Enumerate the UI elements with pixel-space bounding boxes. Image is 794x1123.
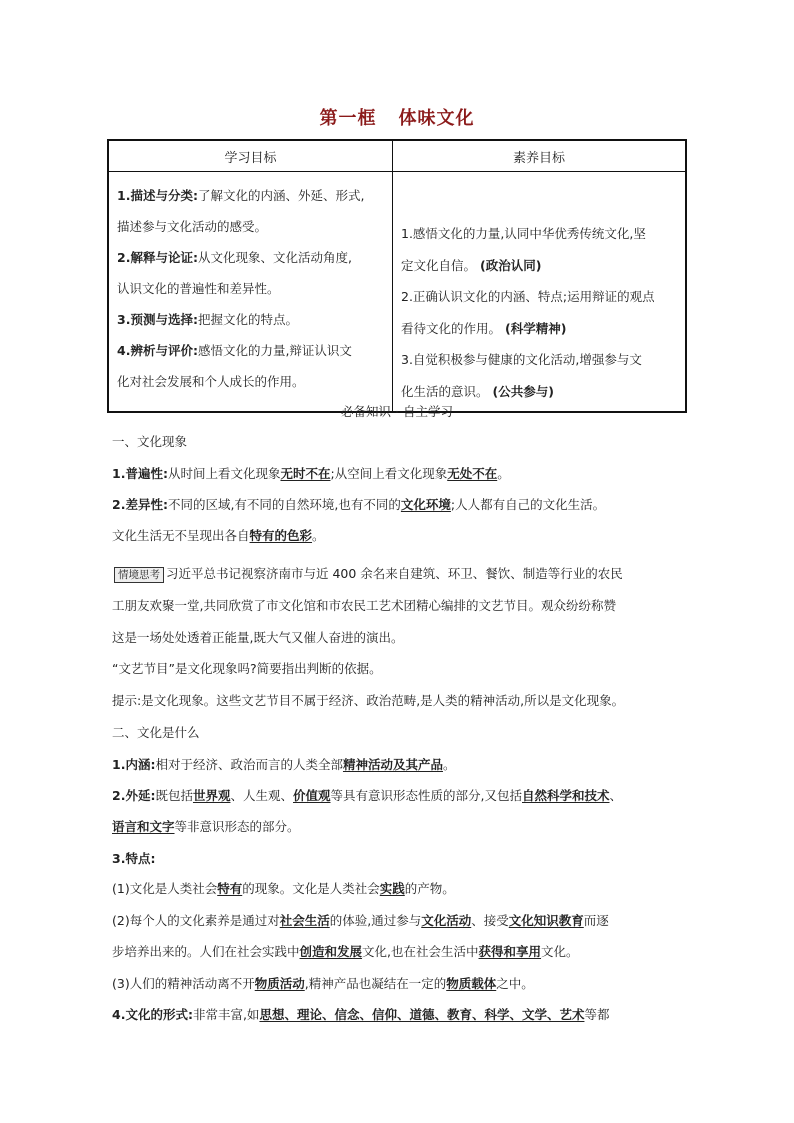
situation-badge: 情境思考 bbox=[114, 567, 164, 583]
objectives-table bbox=[107, 139, 687, 413]
title-part1: 第一框 bbox=[319, 108, 377, 129]
point-forms: 4.文化的形式:非常丰富,如思想、理论、信念、信仰、道德、教育、科学、文学、艺术等都 bbox=[112, 1007, 610, 1022]
title-part2: 体味文化 bbox=[398, 108, 475, 129]
feature-2: (2)每个人的文化素养是通过对社会生活的体验,通过参与文化活动、接受文化知识教育而逐 bbox=[112, 913, 609, 928]
learning-goal-2: 2.解释与论证:从文化现象、文化活动角度, 认识文化的普遍性和差异性。 bbox=[117, 250, 352, 296]
section-heading-2: 二、文化是什么 bbox=[112, 725, 200, 740]
literacy-goals-cell bbox=[393, 172, 687, 413]
literacy-goals-header: 素养目标 bbox=[393, 140, 687, 172]
learning-goal-4: 4.辨析与评价:感悟文化的力量,辩证认识文 化对社会发展和个人成长的作用。 bbox=[117, 343, 352, 389]
learning-goal-1: 1.描述与分类:了解文化的内涵、外延、形式, 描述参与文化活动的感受。 bbox=[117, 188, 365, 234]
case-paragraph-line3: 这是一场处处透着正能量,既大气又催人奋进的演出。 bbox=[112, 630, 404, 645]
feature-1: (1)文化是人类社会特有的现象。文化是人类社会实践的产物。 bbox=[112, 881, 455, 896]
feature-2-cont: 步培养出来的。人们在社会实践中创造和发展文化,也在社会生活中获得和享用文化。 bbox=[112, 944, 579, 959]
point-extension: 2.外延:既包括世界观、人生观、价值观等具有意识形态性质的部分,又包括自然科学和技术、 bbox=[112, 788, 623, 803]
case-paragraph-line1: 情境思考 习近平总书记视察济南市与近 400 余名来自建筑、环卫、餐饮、制造等行业的农民 bbox=[114, 564, 623, 583]
point-universality: 1.普遍性:从时间上看文化现象无时不在;从空间上看文化现象无处不在。 bbox=[112, 466, 510, 481]
learning-goals-header: 学习目标 bbox=[108, 140, 393, 172]
literacy-goal-2: 2.正确认识文化的内涵、特点;运用辩证的观点 看待文化的作用。 (科学精神) bbox=[401, 289, 655, 336]
point-features-heading: 3.特点: bbox=[112, 851, 156, 866]
page-title bbox=[0, 104, 794, 130]
point-extension-cont: 语言和文字等非意识形态的部分。 bbox=[112, 819, 300, 834]
learning-goals-cell bbox=[108, 172, 393, 413]
case-answer: 提示:是文化现象。这些文艺节目不属于经济、政治范畴,是人类的精神活动,所以是文化现象。 bbox=[112, 693, 625, 708]
point-diversity-cont: 文化生活无不呈现出各自特有的色彩。 bbox=[112, 528, 325, 543]
learning-goal-3: 3.预测与选择:把握文化的特点。 bbox=[117, 312, 298, 327]
point-diversity: 2.差异性:不同的区域,有不同的自然环境,也有不同的文化环境;人人都有自己的文化生活。 bbox=[112, 497, 606, 512]
case-question: “文艺节目”是文化现象吗?简要指出判断的依据。 bbox=[112, 661, 382, 676]
point-connotation: 1.内涵:相对于经济、政治而言的人类全部精神活动及其产品。 bbox=[112, 757, 456, 772]
literacy-goal-1: 1.感悟文化的力量,认同中华优秀传统文化,坚 定文化自信。 (政治认同) bbox=[401, 226, 646, 273]
case-paragraph-line2: 工朋友欢聚一堂,共同欣赏了市文化馆和市农民工艺术团精心编排的文艺节目。观众纷纷称赞 bbox=[112, 598, 616, 613]
feature-3: (3)人们的精神活动离不开物质活动,精神产品也凝结在一定的物质载体之中。 bbox=[112, 976, 534, 991]
literacy-goal-3: 3.自觉积极参与健康的文化活动,增强参与文 化生活的意识。 (公共参与) bbox=[401, 352, 642, 399]
section-subtitle: 必备知识 · 自主学习 bbox=[341, 404, 453, 419]
section-heading-1: 一、文化现象 bbox=[112, 434, 188, 449]
